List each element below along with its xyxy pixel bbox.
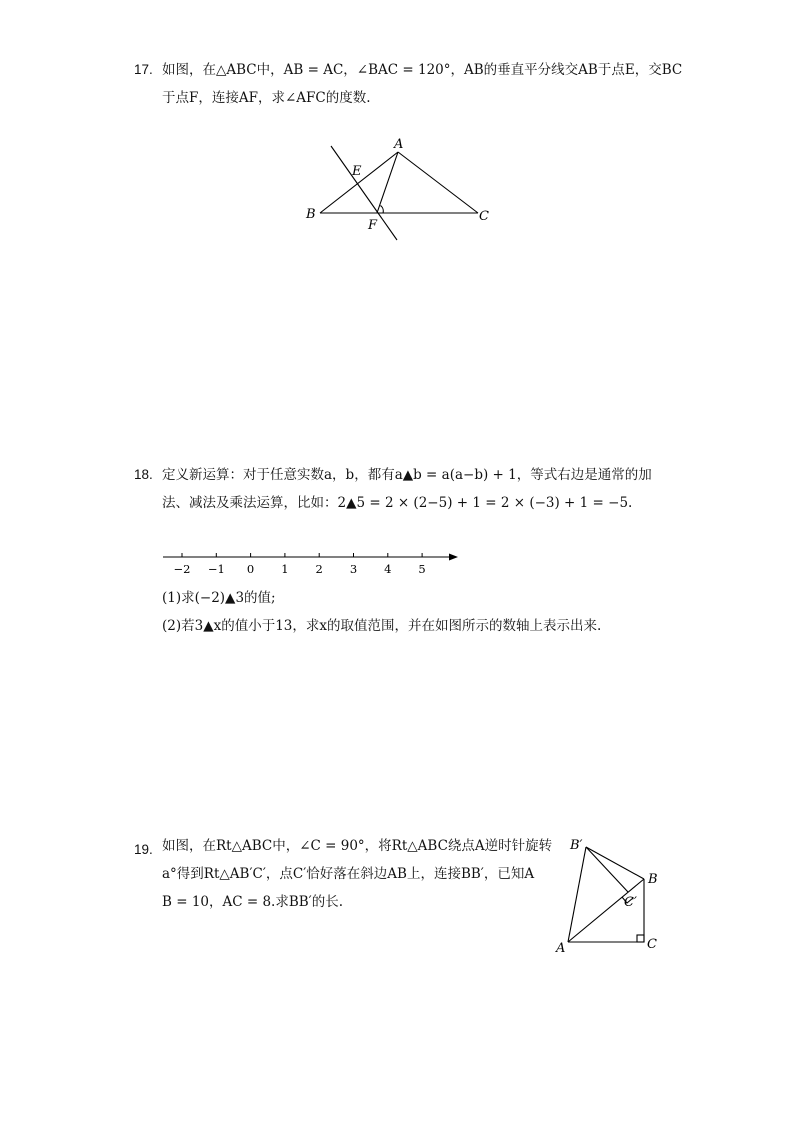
number-line-tick-label: 5 (418, 562, 426, 576)
question-text (162, 461, 652, 517)
right-angle-mark-C (637, 935, 644, 942)
number-line-arrow (449, 554, 458, 561)
segment-AF (377, 152, 398, 213)
number-line-tick-label: 1 (281, 562, 289, 576)
question-line: 于点F，连接AF，求∠AFC的度数. (162, 90, 371, 106)
segment-BB-prime (586, 847, 644, 879)
label-B-prime: B′ (570, 838, 583, 853)
question-number: 18. (134, 467, 153, 482)
label-C: C (479, 209, 489, 224)
number-line-tick-label: 3 (349, 562, 358, 576)
number-line-tick-label: −1 (207, 562, 225, 576)
segment-AB-prime (568, 847, 586, 942)
label-A: A (556, 941, 566, 956)
rotation-figure-19 (0, 820, 794, 970)
number-line-tick-label: −2 (173, 562, 191, 576)
number-line-tick-label: 4 (384, 562, 392, 576)
number-line-tick-label: 0 (246, 562, 255, 576)
question-number: 17. (134, 62, 153, 77)
label-E: E (352, 164, 362, 179)
question-line: 定义新运算：对于任意实数a，b，都有a▲b = a(a−b) + 1，等式右边是通常的加 (162, 467, 652, 483)
segment-B-prime-C-prime (586, 847, 628, 892)
question-number: 19. (134, 842, 153, 857)
part-1: (1)求(−2)▲3的值; (162, 590, 276, 606)
label-B: B (648, 872, 658, 887)
angle-arc-AFC (381, 206, 384, 214)
question-line: 法、减法及乘法运算，比如：2▲5 = 2 × (2−5) + 1 = 2 × (−3) + 1 = −5. (162, 495, 633, 511)
segment-BA (320, 152, 398, 213)
label-F: F (368, 218, 378, 233)
number-line-tick-label: 2 (315, 562, 323, 576)
question-18 (134, 461, 652, 517)
label-B: B (306, 207, 316, 222)
question-line: 如图，在Rt△ABC中，∠C = 90°，将Rt△ABC绕点A逆时针旋转 (162, 838, 553, 854)
label-A: A (394, 137, 404, 152)
label-C: C (647, 937, 657, 952)
part-2: (2)若3▲x的值小于13，求x的取值范围，并在如图所示的数轴上表示出来. (162, 618, 602, 634)
question-line: a°得到Rt△AB′C′，点C′恰好落在斜边AB上，连接BB′，已知A (162, 866, 535, 882)
segment-AC (398, 152, 478, 213)
question-line: B = 10，AC = 8.求BB′的长. (162, 894, 344, 910)
triangle-figure-17 (0, 0, 794, 260)
question-line: 如图，在△ABC中，AB = AC，∠BAC = 120°，AB的垂直平分线交AB于点E，交BC (162, 62, 683, 78)
number-line (0, 540, 794, 584)
label-C-prime: C′ (624, 895, 637, 910)
segment-AB (568, 879, 644, 942)
